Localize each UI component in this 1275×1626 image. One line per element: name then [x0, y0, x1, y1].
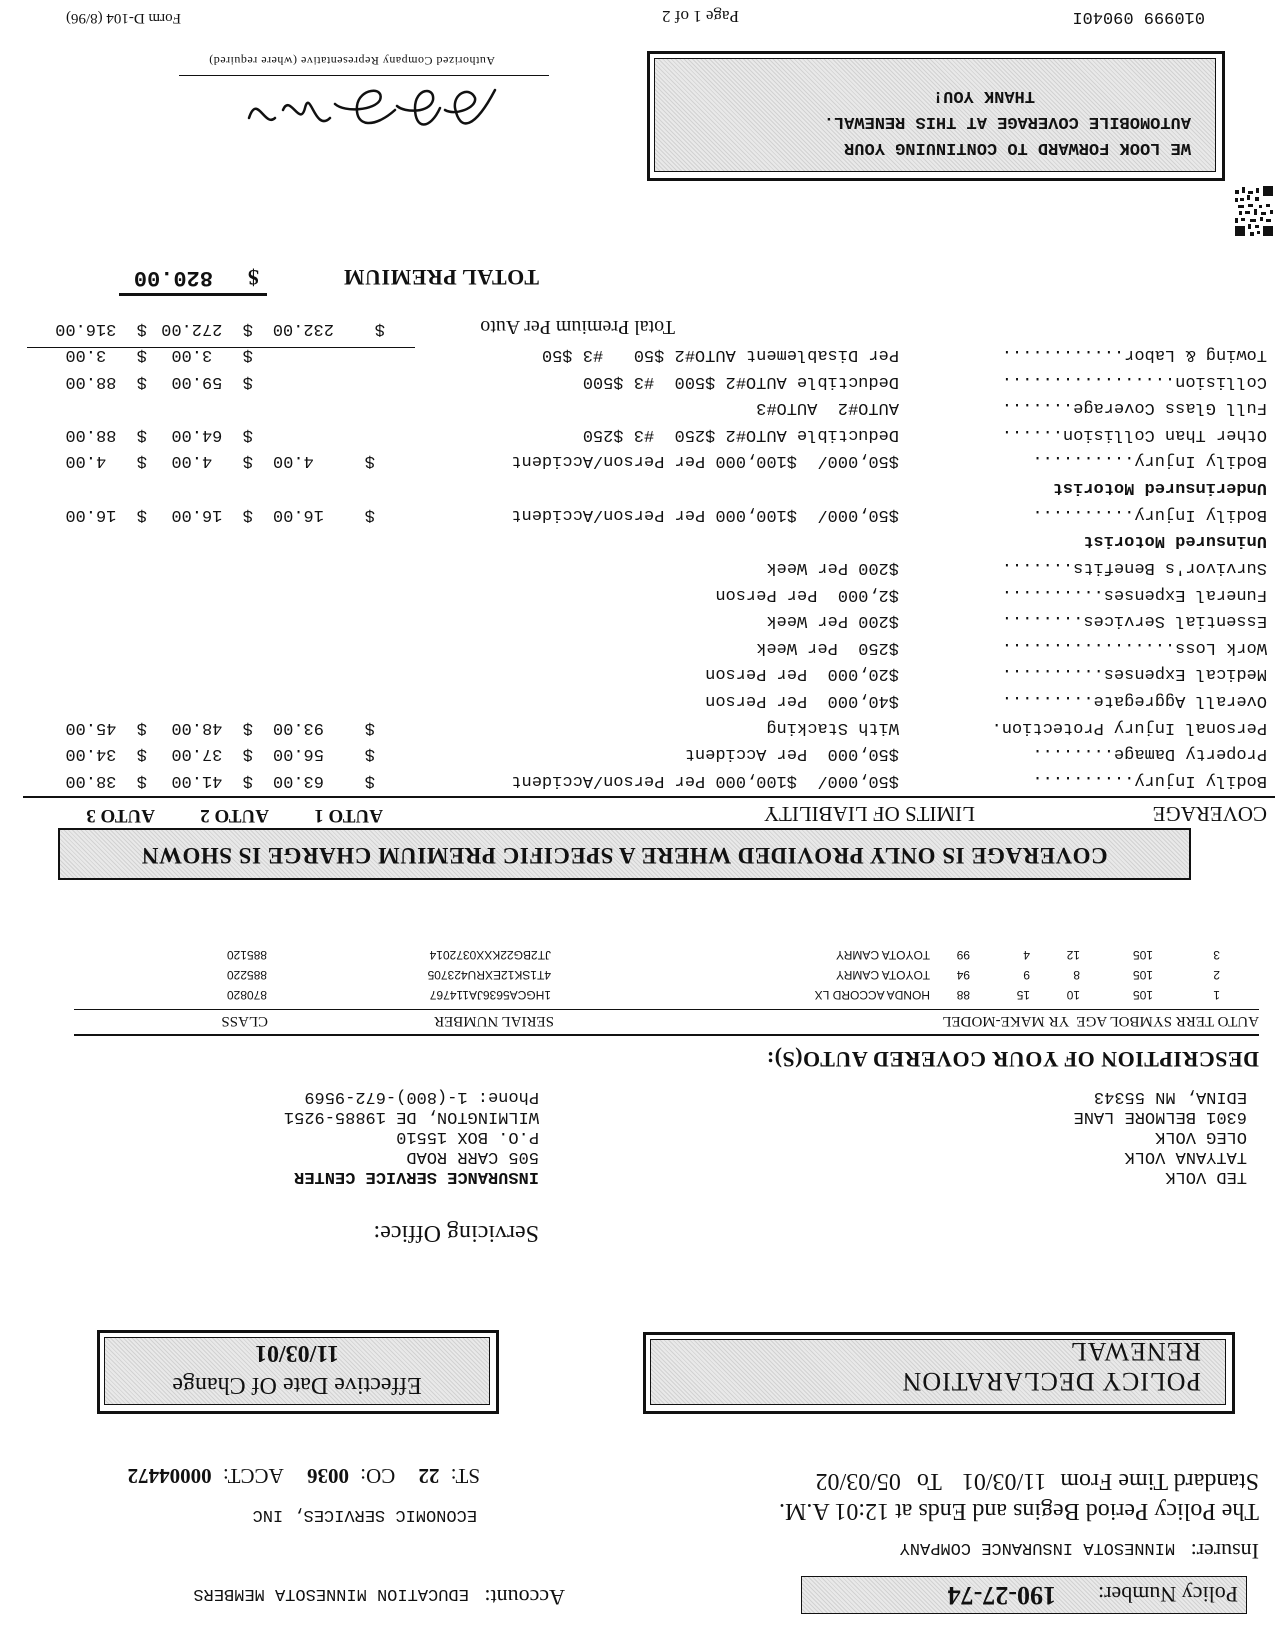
coverage-limits: $2,000 Per Person	[715, 585, 899, 604]
coverage-row	[0, 338, 1275, 364]
vehicle-age: 15	[1016, 988, 1030, 1002]
total-auto2: $ 272.00	[161, 319, 253, 338]
effective-date-box	[97, 1330, 499, 1414]
coverage-limits: $40,000 Per Person	[705, 691, 899, 710]
coverage-label: Bodily Injury..........	[1032, 771, 1267, 790]
premium-auto3: $ 4.00	[65, 451, 147, 470]
co-value: 0036	[306, 1464, 349, 1488]
form-number: Form D-104 (8/96)	[66, 10, 181, 26]
vehicle-symbol: 12	[1066, 948, 1080, 962]
vehicle-serial: 1HGCA5636JA114767	[429, 988, 551, 1002]
coverage-limits: Deductible AUTO#2 $250 #3 $250	[582, 425, 899, 444]
period-prefix: Standard Time From	[1060, 1468, 1259, 1494]
agency-codes	[128, 1463, 480, 1488]
coverage-notice: COVERAGE IS ONLY PROVIDED WHERE A SPECIFIC PREMIUM CHARGE IS SHOWN	[141, 843, 1108, 868]
st-label: ST:	[450, 1464, 480, 1488]
vehicle-serial: 4T1SK12EXRU423705	[427, 968, 551, 982]
coverage-label: Overall Aggregate.........	[1001, 691, 1267, 710]
signature	[215, 78, 515, 138]
coverage-row	[0, 391, 1275, 417]
vehicle-make: HONDA ACCORD LX	[814, 988, 930, 1002]
effective-date: 11/03/01	[255, 1340, 340, 1366]
coverage-row	[0, 365, 1275, 391]
coverage-row	[0, 737, 1275, 763]
premium-auto1: $ 4.00	[272, 451, 375, 470]
policy-period-line-2	[816, 1467, 1259, 1494]
coverage-label: Full Glass Coverage.......	[1001, 398, 1267, 417]
divider	[119, 293, 267, 296]
closing-message-box	[647, 51, 1225, 181]
insurer-line	[900, 1538, 1259, 1564]
coverage-row	[0, 498, 1275, 524]
total-premium: 820.00	[133, 265, 213, 290]
acct-label: ACCT:	[222, 1464, 284, 1488]
coverage-limits: $50,000 Per Accident	[684, 744, 899, 763]
signature-graphic	[215, 78, 515, 138]
coverage-limits: With Stacking	[766, 718, 899, 737]
total-auto1: $ 232.00	[272, 319, 385, 338]
coverage-limits: $50,000/ $100,000 Per Person/Accident	[511, 451, 899, 470]
vehicle-terr: 105	[1132, 988, 1153, 1002]
premium-auto3: $ 34.00	[65, 744, 147, 763]
account-name: EDUCATION MINNESOTA MEMBERS	[193, 1584, 469, 1603]
document-code: 010999 09040I	[1072, 7, 1205, 26]
coverage-label: Bodily Injury..........	[1032, 505, 1267, 524]
premium-auto2: $ 41.00	[171, 771, 253, 790]
office-phone: Phone: 1-(800)-672-9569	[304, 1087, 539, 1106]
vehicle-make: TOYOTA CAMRY	[835, 968, 930, 982]
premium-auto2: $ 48.00	[171, 718, 253, 737]
vehicle-auto: 1	[1213, 988, 1220, 1002]
policy-number: 190-27-74	[947, 1581, 1056, 1610]
coverage-limits: $250 Per Week	[756, 638, 899, 657]
coverage-limits: AUTO#2 AUTO#3	[756, 398, 899, 417]
coverage-limits: $200 Per Week	[766, 611, 899, 630]
vehicle-header-class: CLASS	[221, 1013, 268, 1029]
vehicle-age: 9	[1023, 968, 1030, 982]
coverage-limits: $50,000/ $100,000 Per Person/Accident	[511, 771, 899, 790]
coverage-label: Other Than Collision......	[1001, 425, 1267, 444]
coverage-limits: $50,000/ $100,000 Per Person/Accident	[511, 505, 899, 524]
coverage-label: Medical Expenses..........	[1001, 664, 1267, 683]
coverage-row	[0, 604, 1275, 630]
vehicle-row	[0, 946, 1275, 962]
total-per-auto-row	[0, 312, 1275, 338]
insurer-name: MINNESOTA INSURANCE COMPANY	[899, 1538, 1176, 1557]
signature-line	[179, 75, 549, 76]
servicing-office-address	[284, 1086, 539, 1186]
vehicles-title: DESCRIPTION OF YOUR COVERED AUTO(S):	[766, 1047, 1259, 1072]
vehicle-yr: 88	[956, 988, 970, 1002]
premium-auto3: $ 88.00	[65, 425, 147, 444]
premium-auto2: $ 3.00	[171, 345, 253, 364]
coverage-label: Property Damage........	[1032, 744, 1267, 763]
vehicle-class: 870820	[226, 988, 267, 1002]
office-line: P.O. BOX 15510	[396, 1127, 539, 1146]
premium-auto3: $ 16.00	[65, 505, 147, 524]
auto2-header: AUTO 2	[200, 805, 269, 826]
declaration-subtitle: RENEWAL	[1069, 1337, 1201, 1366]
premium-auto3: $ 88.00	[65, 372, 147, 391]
office-line: 505 CARR ROAD	[406, 1147, 539, 1166]
vehicle-header-serial: SERIAL NUMBER	[434, 1013, 554, 1029]
premium-auto1: $ 16.00	[272, 505, 375, 524]
coverage-label: Work Loss.................	[1001, 638, 1267, 657]
account-label: Account:	[484, 1585, 565, 1610]
coverage-row	[0, 711, 1275, 737]
vehicle-terr: 105	[1132, 968, 1153, 982]
closing-line-3: THANK YOU!	[932, 86, 1035, 105]
vehicle-serial: JT2BG22KXX0372014	[429, 948, 551, 962]
coverage-row	[0, 684, 1275, 710]
premium-auto3: $ 38.00	[65, 771, 147, 790]
coverage-limits: $20,000 Per Person	[705, 664, 899, 683]
coverage-notice-box	[58, 828, 1191, 880]
co-label: CO:	[360, 1464, 396, 1488]
agency-name: ECONOMIC SERVICES, INC	[252, 1505, 477, 1524]
coverage-limits: Per Disablement AUTO#2 $50 #3 $50	[541, 345, 899, 364]
premium-auto2: $ 37.00	[171, 744, 253, 763]
auto3-header: AUTO 3	[86, 805, 155, 826]
coverage-limits: Deductible AUTO#2 $500 #3 $500	[582, 372, 899, 391]
account-line	[193, 1584, 565, 1610]
total-premium-label: TOTAL PREMIUM	[343, 265, 539, 290]
coverage-label: Bodily Injury..........	[1032, 451, 1267, 470]
declaration-box	[643, 1332, 1235, 1414]
vehicle-class: 885220	[226, 968, 267, 982]
servicing-office-label: Servicing Office:	[373, 1220, 539, 1246]
vehicle-auto: 2	[1213, 968, 1220, 982]
coverage-row	[0, 578, 1275, 604]
closing-line-2: AUTOMOBILE COVERAGE AT THIS RENEWAL.	[823, 112, 1191, 131]
insured-address	[1074, 1086, 1247, 1186]
closing-line-1: WE LOOK FORWARD TO CONTINUING YOUR	[844, 138, 1191, 157]
premium-auto3: $ 45.00	[65, 718, 147, 737]
coverage-limits: $200 Per Week	[766, 558, 899, 577]
signature-caption: Authorized Company Representative (where required)	[208, 54, 495, 68]
office-name: INSURANCE SERVICE CENTER	[294, 1167, 539, 1186]
st-value: 22	[418, 1464, 440, 1488]
vehicle-class: 885120	[226, 948, 267, 962]
coverage-label: Collision.................	[1001, 372, 1267, 391]
insured-line: TATYANA VOLK	[1124, 1147, 1247, 1166]
period-to-label: To	[916, 1468, 942, 1494]
vehicle-row	[0, 966, 1275, 982]
coverage-row	[0, 418, 1275, 444]
vehicle-symbol: 8	[1073, 968, 1080, 982]
premium-auto1: $ 56.00	[272, 744, 375, 763]
vehicle-auto: 3	[1213, 948, 1220, 962]
period-from: 11/03/01	[961, 1468, 1047, 1494]
coverage-label: Towing & Labor............	[1001, 345, 1267, 364]
qr-code-graphic	[1233, 184, 1275, 238]
coverage-header-row	[0, 796, 1275, 826]
insured-line: 6301 BELMORE LANE	[1073, 1107, 1247, 1126]
period-to: 05/03/02	[815, 1468, 901, 1494]
office-line: WILMINGTON, DE 19885-9251	[283, 1107, 539, 1126]
coverage-row	[0, 551, 1275, 577]
premium-auto1: $ 93.00	[272, 718, 375, 737]
vehicle-make: TOYOTA CAMRY	[835, 948, 930, 962]
premium-auto2: $ 16.00	[171, 505, 253, 524]
coverage-label: Funeral Expenses..........	[1001, 585, 1267, 604]
insurer-label: Insurer:	[1190, 1539, 1259, 1564]
vehicle-header-left: AUTO TERR SYMBOL AGE YR MAKE-MODEL	[942, 1013, 1259, 1029]
coverage-row	[0, 764, 1275, 790]
vehicle-terr: 105	[1132, 948, 1153, 962]
coverage-label: Survivor's Benefits.......	[1001, 558, 1267, 577]
divider	[74, 1009, 1259, 1010]
premium-auto2: $ 59.00	[171, 372, 253, 391]
vehicle-symbol: 10	[1066, 988, 1080, 1002]
premium-auto2: $ 64.00	[171, 425, 253, 444]
vehicle-header-row	[0, 1013, 1275, 1029]
total-premium-currency: $	[248, 265, 259, 290]
divider	[23, 796, 1275, 798]
coverage-label: Essential Services........	[1001, 611, 1267, 630]
coverage-row	[0, 657, 1275, 683]
total-per-auto-label: Total Premium Per Auto	[480, 316, 675, 338]
vehicle-row	[0, 986, 1275, 1002]
coverage-label: Uninsured Motorist	[1083, 531, 1267, 550]
divider	[74, 1034, 1259, 1036]
coverage-label: Personal Injury Protection.	[991, 718, 1267, 737]
policy-number-box	[801, 1576, 1247, 1614]
acct-value: 00004472	[127, 1464, 212, 1488]
coverage-label: Underinsured Motorist	[1052, 478, 1267, 497]
vehicle-yr: 99	[956, 948, 970, 962]
auto1-header: AUTO 1	[314, 805, 383, 826]
insured-line: OLEG VOLK	[1155, 1127, 1247, 1146]
divider	[27, 347, 415, 348]
effective-date-label: Effective Date Of Change	[172, 1372, 422, 1398]
coverage-row	[0, 471, 1275, 497]
coverage-header: COVERAGE	[1152, 802, 1267, 826]
policy-number-label: Policy Number:	[1098, 1582, 1238, 1607]
page-number: Page 1 of 2	[662, 7, 739, 26]
limits-header: LIMITS OF LIABILITY	[763, 802, 975, 826]
coverage-row	[0, 524, 1275, 550]
premium-auto2: $ 4.00	[171, 451, 253, 470]
coverage-row	[0, 444, 1275, 470]
total-auto3: $ 316.00	[55, 319, 147, 338]
insured-line: EDINA, MN 55343	[1093, 1087, 1247, 1106]
vehicle-yr: 94	[956, 968, 970, 982]
premium-auto1: $ 63.00	[272, 771, 375, 790]
insured-line: TED VOLK	[1165, 1167, 1247, 1186]
qr-code-icon	[1233, 184, 1275, 238]
declaration-title: POLICY DECLARATION	[901, 1367, 1201, 1396]
vehicle-age: 4	[1023, 948, 1030, 962]
premium-auto3: $ 3.00	[65, 345, 147, 364]
policy-period-line-1: The Policy Period Begins and Ends at 12:01 A.M.	[779, 1498, 1259, 1524]
coverage-row	[0, 631, 1275, 657]
